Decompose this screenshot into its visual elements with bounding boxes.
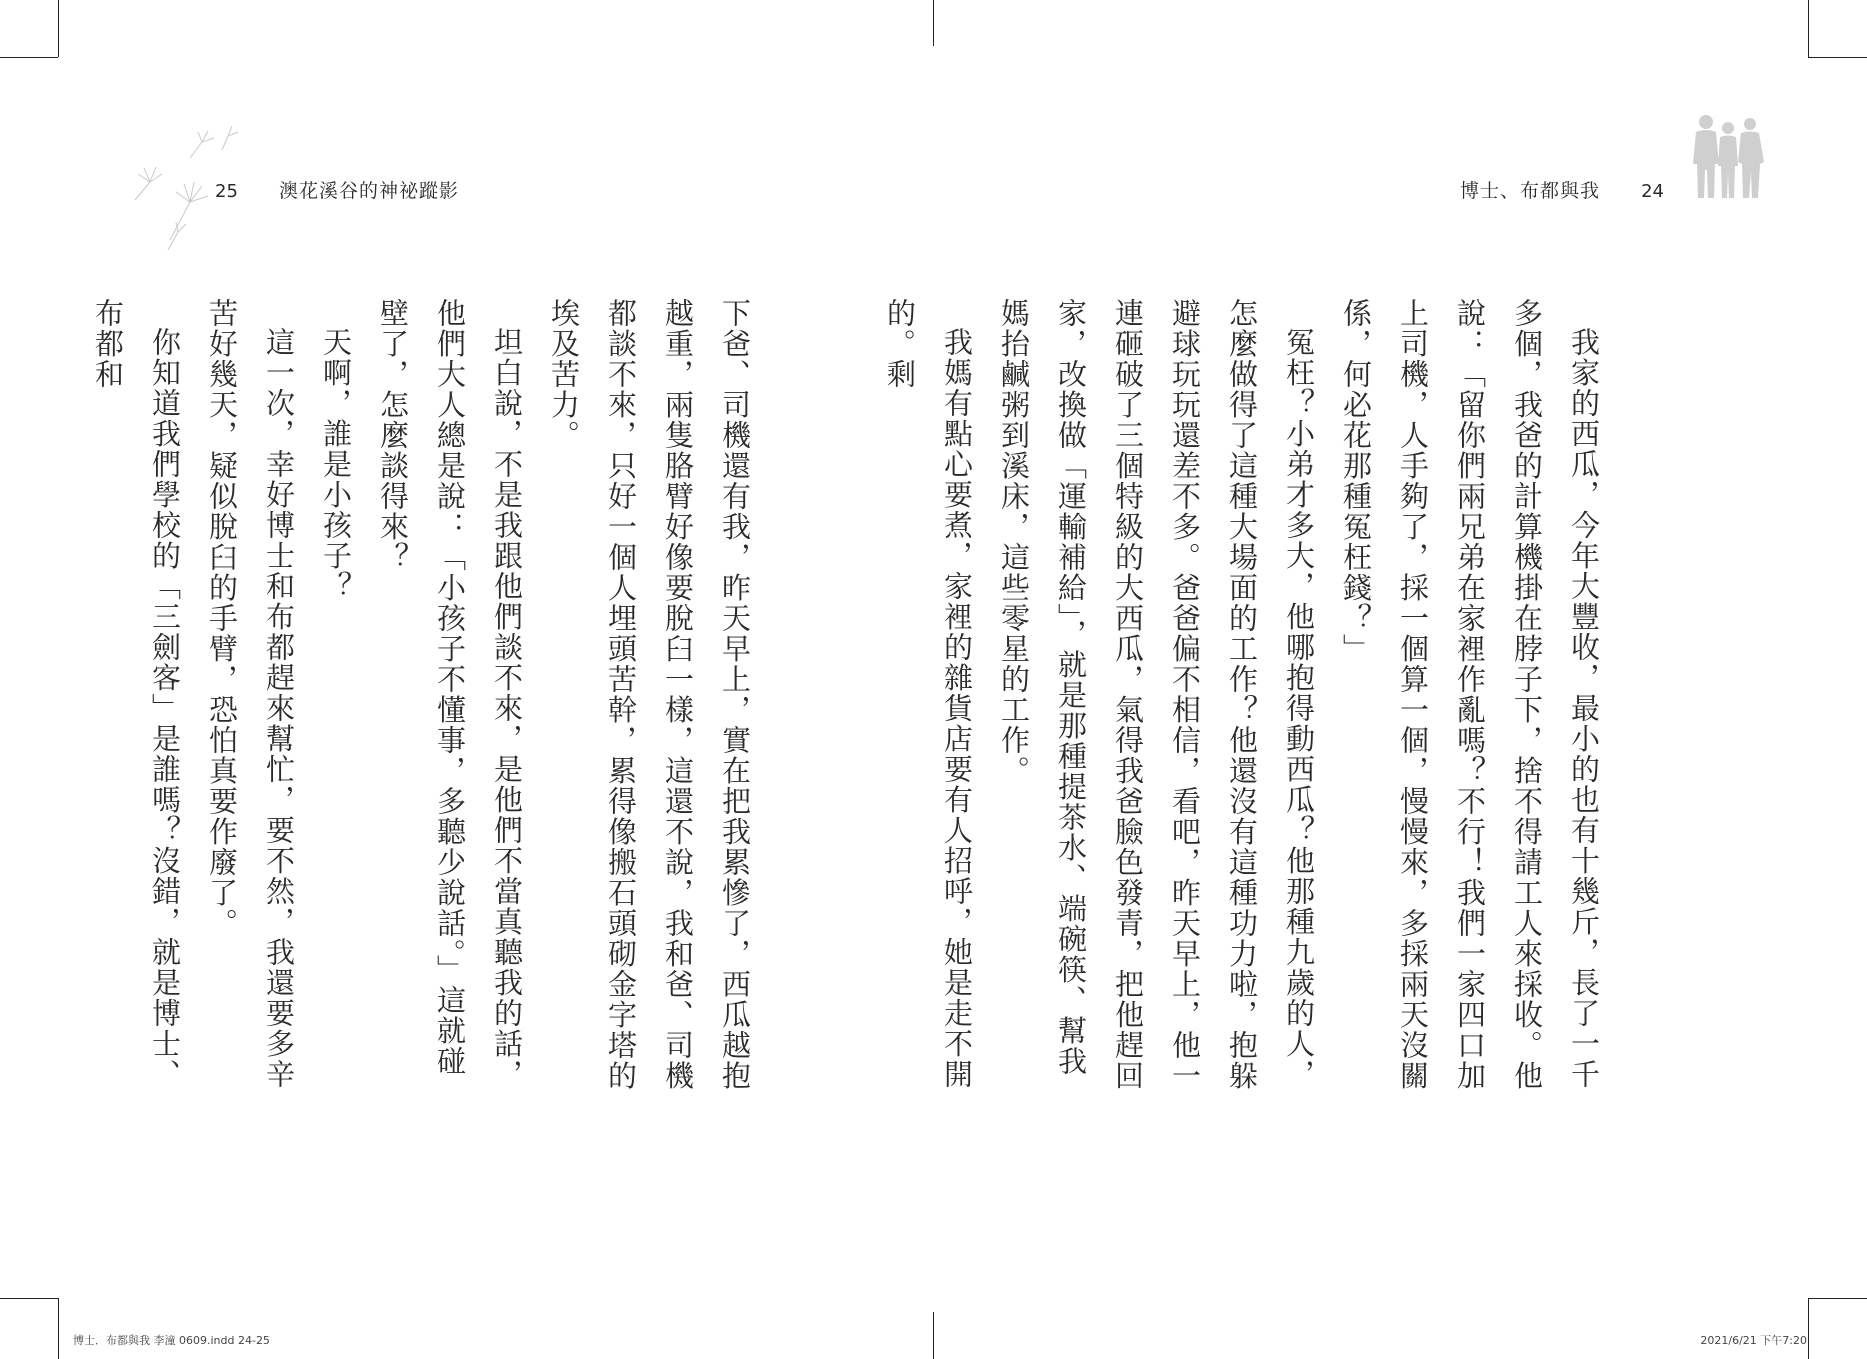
paragraph: 冤枉？小弟才多大，他哪抱得動西瓜？他那種九歲的人，怎麼做得了這種大場面的工作？他還沒有這種功力啦，抱躲避球玩玩還差不多。爸爸偏不相信，看吧，昨天早上，他一連砸破了三個特級的大西瓜，氣得我爸臉色發青，把他趕回家，改換做「運輸補給」，就是那種提茶水、端碗筷、幫我媽抬鹹粥到溪床，這些零星的工作。 xyxy=(997,298,1316,1091)
slug-timestamp: 2021/6/21 下午7:20 xyxy=(1700,1334,1807,1347)
paragraph: 下爸、司機還有我，昨天早上，實在把我累慘了，西瓜越抱越重，兩隻胳臂好像要脫臼一樣，這還不說，我和爸、司機都談不來，只好一個人埋頭苦幹，累得像搬石頭砌金字塔的埃及苦力。 xyxy=(547,298,752,1091)
paragraph: 坦白說，不是我跟他們談不來，是他們不當真聽我的話，他們大人總是說：「小孩子不懂事，多聽少說話。」這就碰壁了，怎麼談得來？ xyxy=(376,298,524,1090)
page-number: 24 xyxy=(1641,181,1664,202)
slug-file-info: 博士．布都與我 李潼 0609.indd 24-25 xyxy=(73,1334,270,1347)
paragraph: 你知道我們學校的「三劍客」是誰嗎？沒錯，就是博士、布都和 xyxy=(91,298,182,1090)
running-header xyxy=(1460,176,1664,203)
paragraph: 我媽有點心要煮，家裡的雜貨店要有人招呼，她是走不開的。剩 xyxy=(883,298,974,1090)
paragraph: 天啊，誰是小孩子？ xyxy=(319,327,353,602)
paragraph: 這一次，幸好博士和布都趕來幫忙，要不然，我還要多辛苦好幾天，疑似脫臼的手臂，恐怕真要作廢了。 xyxy=(205,298,296,1090)
body-text xyxy=(883,298,1612,1098)
three-people-silhouette-icon xyxy=(1688,112,1768,202)
left-page xyxy=(0,0,933,1359)
right-page xyxy=(883,0,1867,1359)
body-text xyxy=(91,298,763,1098)
running-header xyxy=(215,176,459,203)
paragraph: 我家的西瓜，今年大豐收，最小的也有十幾斤，長了一千多個，我爸的計算機掛在脖子下，捨不得請工人來採收。他說：「留你們兩兄弟在家裡作亂嗎？不行！我們一家四口加上司機，人手夠了，採一個算一個，慢慢來，多採兩天沒關係，何必花那種冤枉錢？」 xyxy=(1339,298,1601,1091)
running-head-title: 博士、布都與我 xyxy=(1460,180,1601,202)
page-number: 25 xyxy=(215,181,238,202)
running-head-title: 澳花溪谷的神祕蹤影 xyxy=(278,180,459,202)
